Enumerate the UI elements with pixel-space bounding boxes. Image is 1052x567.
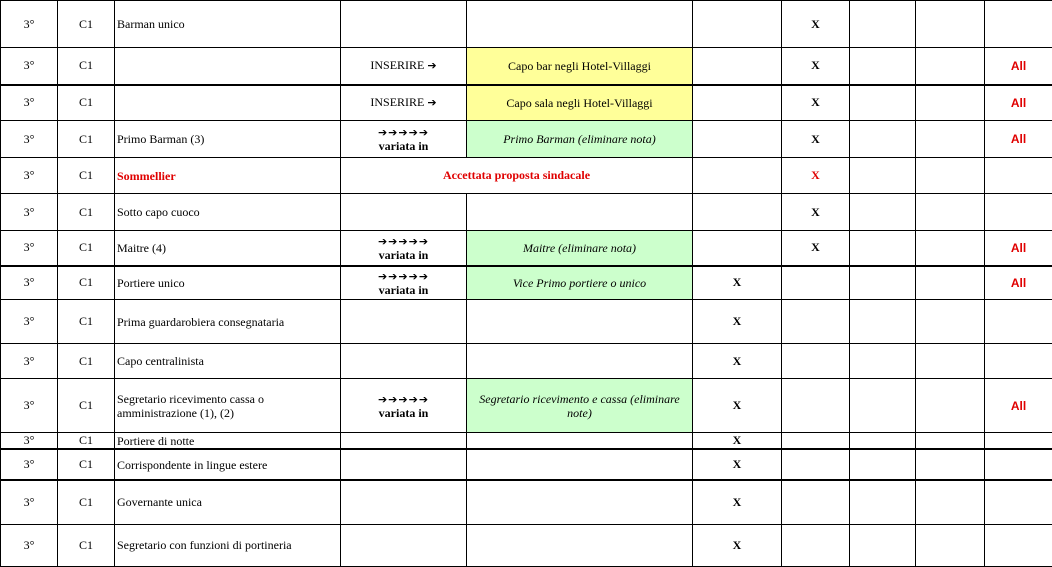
title-cell: Sommellier: [115, 158, 341, 194]
all-cell: [985, 449, 1052, 480]
action-cell: [341, 379, 467, 433]
mark-cell: [916, 231, 985, 266]
level-cell: 3°: [1, 121, 58, 158]
all-cell: [985, 344, 1052, 379]
level-cell: 3°: [1, 449, 58, 480]
action-cell: [341, 449, 467, 480]
code-cell: C1: [58, 449, 115, 480]
mark-cell: [693, 194, 782, 231]
x-mark: X: [732, 537, 742, 552]
note-cell: [467, 194, 693, 231]
level-cell: 3°: [1, 480, 58, 524]
title-cell: Governante unica: [115, 480, 341, 524]
mark-cell: [693, 379, 782, 433]
mark-cell: [850, 524, 916, 566]
all-cell: All: [985, 85, 1052, 121]
table-row: [1, 344, 1052, 379]
mark-cell: [782, 344, 850, 379]
mark-cell: [693, 433, 782, 450]
x-mark: X: [732, 457, 742, 471]
mark-cell: [850, 158, 916, 194]
code-cell: C1: [58, 300, 115, 344]
note-cell: Segretario ricevimento e cassa (eliminare note): [467, 379, 693, 433]
mark-cell: [782, 85, 850, 121]
action-cell: [341, 194, 467, 231]
table-row: [1, 48, 1052, 85]
x-mark: X: [732, 353, 742, 368]
title-cell: Portiere unico: [115, 266, 341, 300]
x-mark: X: [811, 95, 820, 110]
action-cell: [341, 85, 467, 121]
mark-cell: [916, 1, 985, 48]
table-row: [1, 121, 1052, 158]
mark-cell: [782, 194, 850, 231]
table-row: [1, 1, 1052, 48]
level-cell: 3°: [1, 344, 58, 379]
mark-cell: [850, 48, 916, 85]
variata-label: variata in: [378, 405, 429, 420]
mark-cell: [916, 85, 985, 121]
mark-cell: [782, 433, 850, 450]
code-cell: C1: [58, 121, 115, 158]
mark-cell: [782, 449, 850, 480]
arrow-right-icon: ➔: [427, 96, 437, 110]
mark-cell: [850, 121, 916, 158]
all-cell: [985, 194, 1052, 231]
mark-cell: [850, 85, 916, 121]
variata-label: variata in: [378, 139, 429, 153]
table-row: [1, 480, 1052, 524]
code-cell: C1: [58, 433, 115, 450]
mark-cell: [850, 379, 916, 433]
note-cell: [467, 480, 693, 524]
mark-cell: [693, 300, 782, 344]
action-cell: [341, 300, 467, 344]
mark-cell: [916, 194, 985, 231]
x-mark: X: [811, 168, 820, 182]
title-cell: Portiere di notte: [115, 433, 341, 450]
mark-cell: [693, 48, 782, 85]
x-mark: X: [732, 314, 742, 328]
mark-cell: [782, 231, 850, 266]
all-cell: [985, 300, 1052, 344]
mark-cell: [693, 266, 782, 300]
mark-cell: [782, 379, 850, 433]
mark-cell: [916, 48, 985, 85]
title-cell: Capo centralinista: [115, 344, 341, 379]
mark-cell: [782, 1, 850, 48]
title-cell: Segretario ricevimento cassa o amministrazione (1), (2): [115, 379, 341, 433]
x-mark: X: [732, 433, 742, 447]
level-cell: 3°: [1, 48, 58, 85]
code-cell: C1: [58, 524, 115, 566]
title-cell: Primo Barman (3): [115, 121, 341, 158]
title-cell: Segretario con funzioni di portineria: [115, 524, 341, 566]
mark-cell: [693, 524, 782, 566]
all-cell: All: [985, 121, 1052, 158]
mark-cell: [693, 85, 782, 121]
code-cell: C1: [58, 194, 115, 231]
x-mark: X: [811, 204, 820, 219]
x-mark: X: [732, 398, 742, 412]
action-cell: [341, 121, 467, 158]
note-cell: Vice Primo portiere o unico: [467, 266, 693, 300]
level-cell: 3°: [1, 1, 58, 48]
table-body: [1, 1, 1052, 567]
level-cell: 3°: [1, 85, 58, 121]
note-cell: [467, 300, 693, 344]
action-cell: [341, 344, 467, 379]
mark-cell: [693, 480, 782, 524]
table-row: [1, 231, 1052, 266]
x-mark: X: [811, 240, 820, 255]
mark-cell: [850, 300, 916, 344]
mark-cell: [782, 480, 850, 524]
title-cell: Barman unico: [115, 1, 341, 48]
x-mark: X: [811, 58, 820, 73]
mark-cell: [693, 158, 782, 194]
note-cell: [467, 449, 693, 480]
note-cell: Maitre (eliminare nota): [467, 231, 693, 266]
note-cell: [467, 1, 693, 48]
title-cell: Corrispondente in lingue estere: [115, 449, 341, 480]
insert-label: INSERIRE: [370, 95, 425, 110]
code-cell: C1: [58, 1, 115, 48]
note-cell: Capo bar negli Hotel-Villaggi: [467, 48, 693, 85]
action-cell: [341, 231, 467, 266]
table-row: [1, 524, 1052, 566]
x-mark: X: [732, 494, 742, 509]
action-cell: [341, 524, 467, 566]
x-mark: X: [811, 16, 820, 31]
variata-label: variata in: [378, 247, 429, 262]
variata-label: variata in: [378, 282, 429, 297]
action-cell: [341, 433, 467, 450]
title-cell: [115, 48, 341, 85]
action-cell: [341, 1, 467, 48]
table-row: [1, 85, 1052, 121]
table-row: [1, 194, 1052, 231]
mark-cell: [916, 158, 985, 194]
level-cell: 3°: [1, 158, 58, 194]
mark-cell: [850, 194, 916, 231]
action-cell: [341, 48, 467, 85]
action-cell: [341, 266, 467, 300]
mark-cell: [916, 449, 985, 480]
arrow-right-icon: ➔: [427, 59, 437, 73]
mark-cell: [916, 524, 985, 566]
all-cell: [985, 158, 1052, 194]
note-cell: Capo sala negli Hotel-Villaggi: [467, 85, 693, 121]
mark-cell: [850, 480, 916, 524]
all-cell: [985, 524, 1052, 566]
note-cell: Primo Barman (eliminare nota): [467, 121, 693, 158]
title-cell: Prima guardarobiera consegnataria: [115, 300, 341, 344]
all-cell: [985, 433, 1052, 450]
mark-cell: [916, 480, 985, 524]
arrow-row-icon: ➔➔➔➔➔: [377, 234, 430, 248]
mark-cell: [850, 344, 916, 379]
mark-cell: [850, 449, 916, 480]
mark-cell: [916, 266, 985, 300]
code-cell: C1: [58, 344, 115, 379]
code-cell: C1: [58, 231, 115, 266]
decision-cell: Accettata proposta sindacale: [341, 158, 693, 194]
mark-cell: [782, 524, 850, 566]
arrow-row-icon: ➔➔➔➔➔: [377, 126, 430, 139]
table-row: [1, 379, 1052, 433]
note-cell: [467, 524, 693, 566]
table-row: [1, 266, 1052, 300]
mark-cell: [916, 300, 985, 344]
mark-cell: [782, 266, 850, 300]
mark-cell: [782, 300, 850, 344]
mark-cell: [693, 231, 782, 266]
all-cell: All: [985, 48, 1052, 85]
title-cell: [115, 85, 341, 121]
title-cell: Maitre (4): [115, 231, 341, 266]
arrow-row-icon: ➔➔➔➔➔: [377, 392, 430, 406]
level-cell: 3°: [1, 379, 58, 433]
code-cell: C1: [58, 266, 115, 300]
level-cell: 3°: [1, 300, 58, 344]
title-cell: Sotto capo cuoco: [115, 194, 341, 231]
mark-cell: [693, 449, 782, 480]
all-cell: All: [985, 231, 1052, 266]
code-cell: C1: [58, 379, 115, 433]
mark-cell: [782, 121, 850, 158]
code-cell: C1: [58, 48, 115, 85]
mark-cell: [693, 1, 782, 48]
level-cell: 3°: [1, 524, 58, 566]
all-cell: All: [985, 379, 1052, 433]
mark-cell: [850, 1, 916, 48]
arrow-row-icon: ➔➔➔➔➔: [377, 269, 430, 283]
mark-cell: [693, 121, 782, 158]
level-cell: 3°: [1, 231, 58, 266]
mark-cell: [782, 158, 850, 194]
mark-cell: [916, 433, 985, 450]
mark-cell: [916, 344, 985, 379]
mark-cell: [850, 231, 916, 266]
note-cell: [467, 344, 693, 379]
table-row: [1, 300, 1052, 344]
level-cell: 3°: [1, 266, 58, 300]
all-cell: [985, 480, 1052, 524]
mark-cell: [782, 48, 850, 85]
code-cell: C1: [58, 85, 115, 121]
all-cell: [985, 1, 1052, 48]
x-mark: X: [732, 275, 742, 290]
x-mark: X: [811, 131, 820, 146]
level-cell: 3°: [1, 433, 58, 450]
mark-cell: [850, 433, 916, 450]
table-row: [1, 449, 1052, 480]
table-row: [1, 158, 1052, 194]
mark-cell: [850, 266, 916, 300]
mark-cell: [916, 121, 985, 158]
code-cell: C1: [58, 158, 115, 194]
mark-cell: [693, 344, 782, 379]
insert-label: INSERIRE: [370, 58, 425, 73]
mark-cell: [916, 379, 985, 433]
code-cell: C1: [58, 480, 115, 524]
level-cell: 3°: [1, 194, 58, 231]
table-row: [1, 433, 1052, 450]
all-cell: All: [985, 266, 1052, 300]
note-cell: [467, 433, 693, 450]
action-cell: [341, 480, 467, 524]
